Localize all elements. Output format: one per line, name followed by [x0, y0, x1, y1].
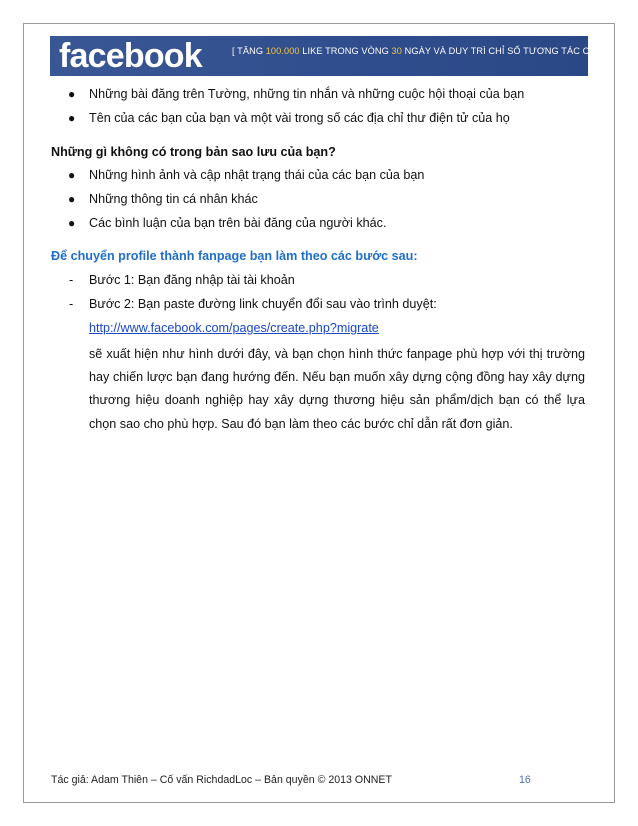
page-number: 16: [519, 774, 531, 786]
section-heading: Để chuyển profile thành fanpage bạn làm theo các bước sau:: [51, 249, 418, 263]
list-item: Những hình ảnh và cập nhật trạng thái của các bạn của bạn: [89, 168, 425, 182]
bullet-icon: ●: [68, 216, 76, 230]
slogan-highlight: 30: [391, 46, 402, 56]
bullet-icon: ●: [68, 192, 76, 206]
slogan-part: [ TĂNG: [232, 46, 266, 56]
header-banner: [50, 36, 609, 76]
bullet-icon: ●: [68, 168, 76, 182]
banner-slogan: [232, 46, 608, 56]
list-item: Các bình luận của bạn trên bài đăng của người khác.: [89, 216, 387, 230]
facebook-logo: facebook: [59, 37, 202, 75]
slogan-part: LIKE TRONG VÒNG: [299, 46, 392, 56]
section-heading: Những gì không có trong bản sao lưu của bạn?: [51, 145, 336, 159]
step-item: Bước 1: Bạn đăng nhập tài tài khoản: [89, 273, 295, 287]
slogan-highlight: 100.000: [265, 46, 300, 56]
step-item: Bước 2: Bạn paste đường link chuyển đổi sau vào trình duyệt:: [89, 297, 437, 311]
migrate-link[interactable]: http://www.facebook.com/pages/create.php?migrate: [89, 321, 379, 335]
list-item: Tên của các bạn của bạn và một vài trong số các địa chỉ thư điện tử của họ: [89, 111, 510, 125]
bullet-icon: ●: [68, 87, 76, 101]
instructions-paragraph: sẽ xuất hiện như hình dưới đây, và bạn chọn hình thức fanpage phù hợp với thị trường hay chiến lược bạn đang hướng đến. Nếu bạn muốn xây dựng cộng đồng hay xây dựng thương hiệu doanh nghiệp hay xây dựng thương hiệu sản phẩm/dịch bạn có thể lựa chọn sao cho phù hợp. Sau đó bạn làm theo các bước chỉ dẫn rất đơn giản.: [89, 347, 585, 431]
bullet-icon: ●: [68, 111, 76, 125]
step-marker: -: [69, 273, 74, 287]
footer-credit: Tác giả: Adam Thiên – Cố vấn RichdadLoc – Bản quyền © 2013 ONNET: [51, 774, 392, 786]
list-item: Những thông tin cá nhân khác: [89, 192, 258, 206]
step-marker: -: [69, 297, 74, 311]
list-item: Những bài đăng trên Tường, những tin nhắn và những cuộc hội thoại của bạn: [89, 87, 525, 101]
slogan-part: NGÀY VÀ DUY TRÌ CHỈ SỐ TƯƠNG TÁC CAO ]: [401, 46, 609, 56]
